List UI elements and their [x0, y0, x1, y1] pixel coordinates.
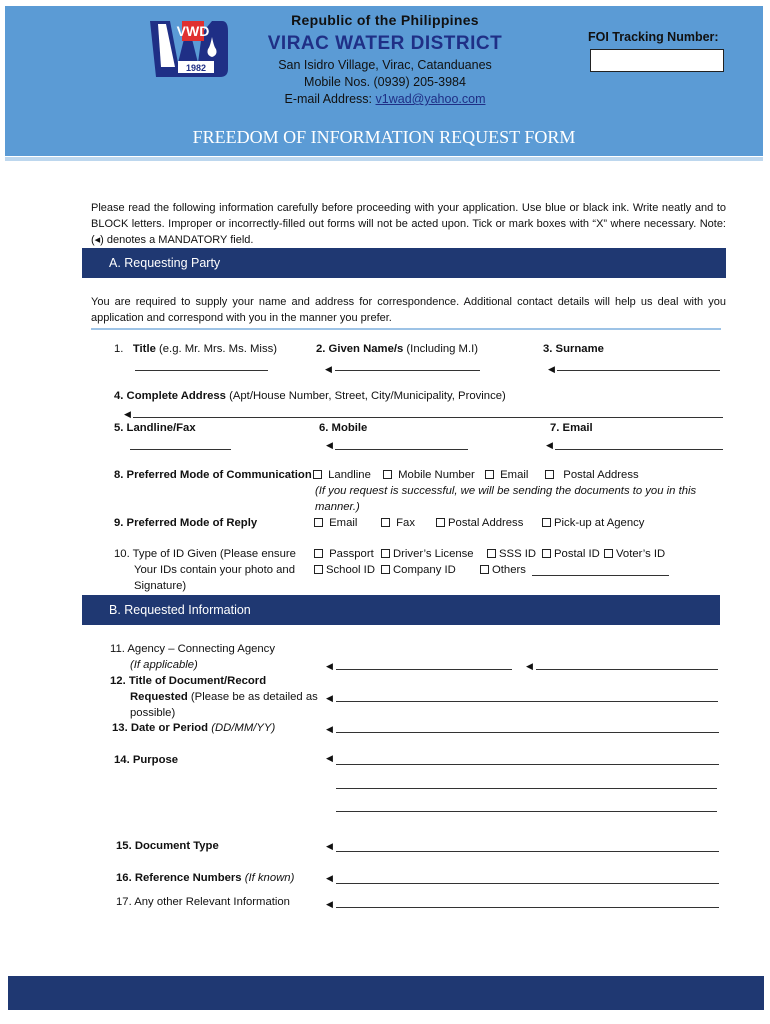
mandatory-icon: ◀	[546, 440, 553, 450]
email-input[interactable]	[555, 437, 723, 450]
other-info-input[interactable]	[336, 895, 719, 908]
doc-title-label: 12. Title of Document/Record	[110, 675, 267, 687]
email-link[interactable]: v1wad@yahoo.com	[375, 92, 486, 106]
mandatory-icon: ◀	[326, 693, 333, 703]
doc-title-label-2: Requested (Please be as detailed as	[130, 691, 318, 703]
doc-title-label-3: possible)	[130, 707, 176, 719]
id-type-label-2: Your IDs contain your photo and	[134, 564, 295, 576]
id-opt-sss[interactable]: SSS ID	[487, 547, 536, 563]
doc-type-input[interactable]	[336, 839, 719, 852]
checkbox-icon	[381, 518, 390, 527]
section-b-header: B. Requested Information	[82, 595, 720, 625]
other-info-label: 17. Any other Relevant Information	[116, 896, 290, 908]
id-others-input[interactable]	[532, 563, 669, 576]
purpose-input-line-2[interactable]	[336, 776, 717, 789]
landline-input[interactable]	[130, 437, 231, 450]
mobile-label: 6. Mobile	[319, 422, 368, 434]
ref-numbers-label: 16. Reference Numbers (If known)	[116, 872, 295, 884]
reply-opt-postal[interactable]: Postal Address	[436, 516, 523, 532]
date-period-label: 13. Date or Period (DD/MM/YY)	[112, 722, 276, 734]
checkbox-icon	[314, 518, 323, 527]
mandatory-icon: ◀	[326, 753, 333, 763]
purpose-label: 14. Purpose	[114, 754, 179, 766]
checkbox-icon	[542, 549, 551, 558]
id-type-label: 10. Type of ID Given (Please ensure	[114, 548, 296, 560]
id-type-label-3: Signature)	[134, 580, 187, 592]
org-name: VIRAC WATER DISTRICT	[267, 33, 503, 54]
checkbox-icon	[383, 470, 392, 479]
surname-input[interactable]	[557, 358, 720, 371]
checkbox-icon	[542, 518, 551, 527]
comm-note-2: manner.)	[315, 501, 360, 513]
section-a-header: A. Requesting Party	[82, 248, 726, 278]
reply-mode-label: 9. Preferred Mode of Reply	[114, 517, 258, 529]
title-input[interactable]	[135, 358, 268, 371]
reply-opt-email[interactable]: Email	[314, 516, 357, 532]
comm-note: (If you request is successful, we will be sending the documents to you in this	[315, 485, 697, 497]
id-opt-postal[interactable]: Postal ID	[542, 547, 600, 563]
checkbox-icon	[480, 565, 489, 574]
mandatory-icon: ◀	[326, 899, 333, 909]
comm-opt-postal[interactable]: Postal Address	[545, 468, 639, 484]
section-a-desc: You are required to supply your name and address for correspondence. Additional contact details will help us deal with you application and correspond with you in the manner you prefer.	[91, 296, 726, 324]
comm-opt-email[interactable]: Email	[485, 468, 528, 484]
id-opt-drivers[interactable]: Driver’s License	[381, 547, 474, 563]
landline-label: 5. Landline/Fax	[114, 422, 196, 434]
doc-type-label: 15. Document Type	[116, 840, 219, 852]
given-name-label: 2. Given Name/s (Including M.I)	[316, 343, 478, 355]
agency-hint: (If applicable)	[130, 659, 198, 671]
checkbox-icon	[314, 565, 323, 574]
mandatory-icon: ◀	[326, 661, 333, 671]
logo-w-letter: VWD	[176, 23, 210, 39]
given-name-input[interactable]	[335, 358, 480, 371]
foi-tracking-label: FOI Tracking Number:	[588, 30, 719, 44]
email-field-label: 7. Email	[550, 422, 593, 434]
email-label: E-mail Address:	[284, 92, 376, 106]
doc-title-input[interactable]	[336, 689, 718, 702]
checkbox-icon	[381, 565, 390, 574]
mandatory-icon: ◀	[326, 841, 333, 851]
id-opt-voters[interactable]: Voter’s ID	[604, 547, 665, 563]
checkbox-icon	[485, 470, 494, 479]
checkbox-icon	[604, 549, 613, 558]
id-opt-company[interactable]: Company ID	[381, 563, 456, 579]
mandatory-icon: ◀	[326, 440, 333, 450]
purpose-input-line-3[interactable]	[336, 799, 717, 812]
address-input[interactable]	[133, 405, 723, 418]
checkbox-icon	[487, 549, 496, 558]
foi-tracking-input[interactable]	[590, 49, 724, 72]
checkbox-icon	[313, 470, 322, 479]
header-divider	[5, 157, 763, 161]
reply-opt-pickup[interactable]: Pick-up at Agency	[542, 516, 644, 532]
mandatory-icon: ◀	[124, 409, 131, 419]
ref-numbers-input[interactable]	[336, 871, 719, 884]
logo-year: 1982	[185, 63, 207, 73]
email-line	[200, 92, 570, 106]
checkbox-icon	[436, 518, 445, 527]
comm-opt-landline[interactable]: Landline	[313, 468, 371, 484]
mandatory-icon: ◀	[325, 364, 332, 374]
mandatory-icon: ◀	[326, 873, 333, 883]
purpose-input-line-1[interactable]	[336, 752, 719, 765]
title-field-label: 1. Title (e.g. Mr. Mrs. Ms. Miss)	[114, 343, 277, 355]
id-opt-passport[interactable]: Passport	[314, 547, 374, 563]
checkbox-icon	[314, 549, 323, 558]
comm-mode-label: 8. Preferred Mode of Communication	[114, 469, 312, 481]
section-a-rule	[91, 328, 721, 330]
id-opt-others[interactable]: Others	[480, 563, 526, 579]
date-period-input[interactable]	[336, 720, 719, 733]
connecting-agency-input[interactable]	[536, 657, 718, 670]
surname-label: 3. Surname	[543, 343, 604, 355]
address-field-label: 4. Complete Address (Apt/House Number, Street, City/Municipality, Province)	[114, 390, 506, 402]
mobile-line: Mobile Nos. (0939) 205-3984	[304, 75, 466, 89]
intro-text: Please read the following information carefully before proceeding with your application. Use blue or black ink. Write neatly and to BLOCK letters. Improper or incorrectly-filled out forms will not be acted upon. Tick or mark boxes with “X” where necessary. Note: (◂) denotes a MANDATORY field.	[91, 202, 726, 246]
agency-label: 11. Agency – Connecting Agency	[110, 643, 275, 655]
form-title: FREEDOM OF INFORMATION REQUEST FORM	[192, 127, 576, 147]
comm-opt-mobile[interactable]: Mobile Number	[383, 468, 475, 484]
mobile-input[interactable]	[335, 437, 468, 450]
checkbox-icon	[381, 549, 390, 558]
mandatory-icon: ◀	[326, 724, 333, 734]
id-opt-school[interactable]: School ID	[314, 563, 375, 579]
checkbox-icon	[545, 470, 554, 479]
mandatory-icon: ◀	[548, 364, 555, 374]
republic-title: Republic of the Philippines	[291, 12, 479, 28]
mandatory-icon: ◀	[526, 661, 533, 671]
reply-opt-fax[interactable]: Fax	[381, 516, 415, 532]
address-line: San Isidro Village, Virac, Catanduanes	[278, 58, 492, 72]
agency-input[interactable]	[336, 657, 512, 670]
footer-bar	[8, 976, 764, 1010]
